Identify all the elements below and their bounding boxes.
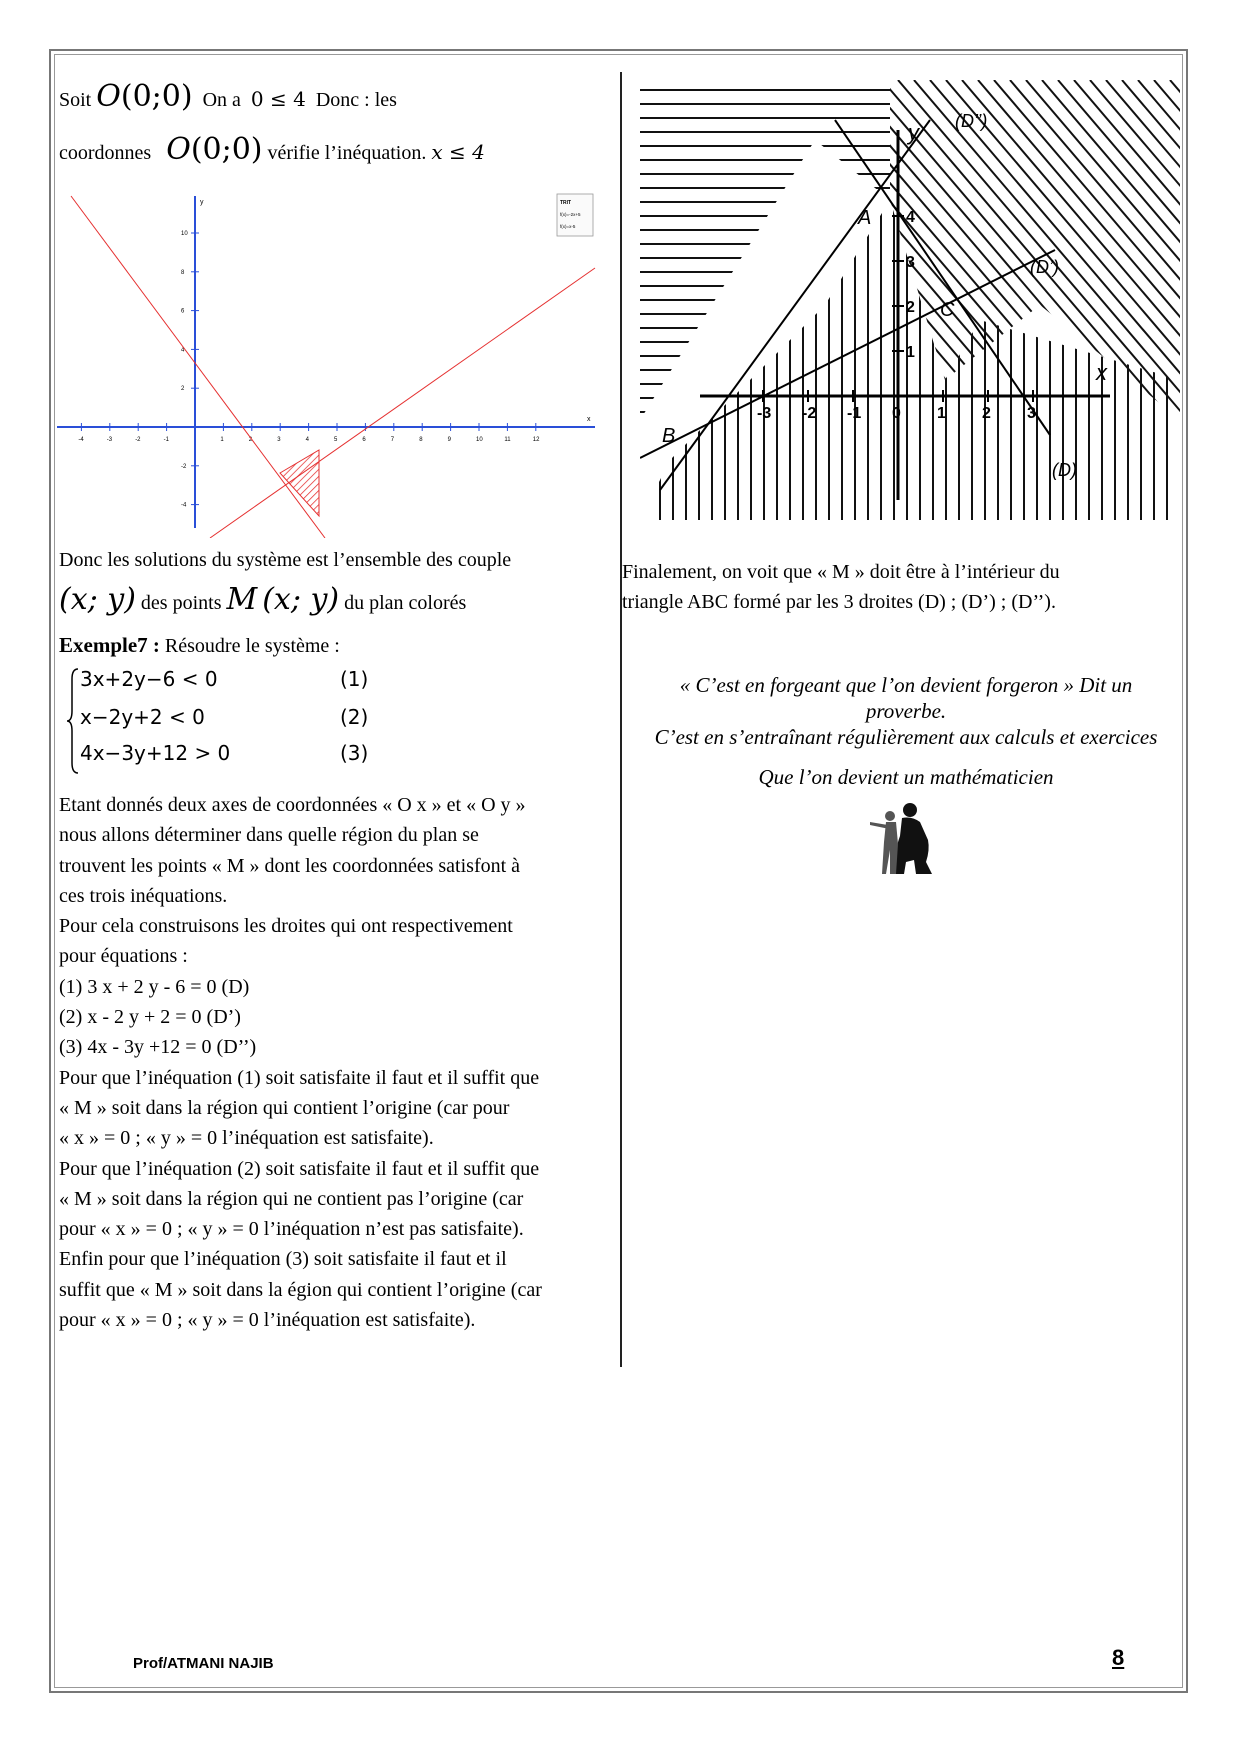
body-line: suffit que « M » soit dans la égion qui contient l’origine (car: [59, 1278, 542, 1301]
body-line: « x » = 0 ; « y » = 0 l’inéquation est satisfaite).: [59, 1127, 434, 1150]
hatch-line: [1010, 80, 1180, 420]
graph2-point-B: B: [662, 425, 676, 447]
body-line: « M » soit dans la région qui ne contient pas l’origine (car: [59, 1187, 524, 1210]
body-text: [59, 790, 619, 1335]
teacher-student-silhouette: [860, 800, 940, 875]
graph1-x-tick-label: 12: [532, 437, 540, 443]
system-brace: [66, 665, 80, 777]
quote-line2: proverbe.: [865, 699, 947, 723]
graph1-x-tick-label: 5: [334, 437, 338, 443]
right-conclusion-line2: triangle ABC formé par les 3 droites (D) ; (D’) ; (D’’).: [622, 591, 1056, 613]
graph1-y-tick-label: 6: [181, 308, 185, 315]
graph2-point-A: A: [858, 207, 872, 229]
graph2-x-tick-label: -2: [802, 405, 817, 422]
graph2-x-label: x: [1096, 360, 1107, 385]
graph1-x-tick-label: 4: [305, 437, 309, 443]
intro-line-1: [59, 79, 397, 115]
body-line: (2) x - 2 y + 2 = 0 (D’): [59, 1006, 241, 1029]
graph1-x-tick-label: 2: [248, 437, 253, 443]
body-line: Etant donnés deux axes de coordonnées « O x » et « O y »: [59, 794, 526, 816]
system-num-1: (1): [340, 667, 369, 691]
body-line: Pour que l’inéquation (2) soit satisfaite il faut et il suffit que: [59, 1157, 540, 1180]
graph1-x-tick-label: 10: [476, 437, 483, 443]
graph2-y-tick-label: 2: [906, 299, 915, 316]
body-line: pour équations :: [59, 945, 188, 968]
intro-line-2: [59, 132, 485, 168]
graph1-solution-region: [280, 450, 319, 516]
graph1-y-tick-label: 10: [181, 231, 188, 237]
graph1-x-tick-label: 3: [277, 437, 281, 443]
conclusion1-xy-2: (x; y): [262, 582, 340, 617]
conclusion1-xy: (x; y): [59, 582, 136, 617]
intro-soit: Soit: [59, 89, 92, 111]
graph2-y-tick-label: 3: [906, 254, 915, 271]
conclusion1-des-points: des points: [140, 592, 222, 614]
body-line: « M » soit dans la région qui contient l’origine (car pour: [59, 1096, 510, 1119]
body-line: trouvent les points « M » dont les coordonnées satisfont à: [59, 854, 521, 877]
graph1-x-tick-label: 9: [447, 437, 451, 443]
intro-verifie: vérifie l’inéquation.: [267, 142, 427, 164]
system-eq-1: 3x+2y−6 < 0: [80, 667, 218, 691]
graph1-line-increasing: [210, 268, 595, 538]
body-line: ces trois inéquations.: [59, 884, 228, 907]
intro-O-coords: (0;0): [120, 79, 193, 114]
body-line: pour « x » = 0 ; « y » = 0 l’inéquation n’est pas satisfaite).: [59, 1218, 524, 1241]
example-heading: [59, 630, 340, 661]
intro-coordonnes: coordonnes: [59, 142, 152, 164]
body-line: (1) 3 x + 2 y - 6 = 0 (D): [59, 975, 250, 998]
graph2-x-tick-label: 0: [892, 405, 901, 422]
graph2-label-D1: (D’): [1030, 257, 1059, 277]
conclusion1-line1: Donc les solutions du système est l’ensemble des couple: [59, 549, 512, 571]
graph1-legend-line2: f(x)=x-5: [560, 224, 576, 229]
footer-page-number: 8: [1112, 1645, 1125, 1670]
graph1-x-tick-label: -1: [163, 437, 169, 443]
example-prompt: Résoudre le système :: [164, 635, 340, 657]
graph1-x-tick-label: 8: [419, 437, 423, 443]
graph1-y-tick-label: 4: [181, 347, 185, 354]
intro-donc: Donc : les: [315, 89, 397, 111]
graph1-y-tick-label: -4: [181, 502, 187, 509]
graph1-x-tick-label: 11: [504, 437, 511, 443]
quote-line3: C’est en s’entraînant régulièrement aux calculs et exercices: [654, 725, 1158, 749]
graph1-x-tick-label: -2: [135, 437, 141, 443]
body-line: Enfin pour que l’inéquation (3) soit satisfaite il faut et il: [59, 1248, 507, 1271]
graph1-y-label: y: [200, 199, 204, 206]
graph1-x-tick-label: 1: [220, 437, 224, 443]
intro-O-coords-2: (0;0): [190, 132, 263, 167]
graph2-y-tick-label: 4: [906, 209, 915, 226]
graph1-legend-line1: f(x)=-2x+5: [560, 212, 581, 217]
body-line: (3) 4x - 3y +12 = 0 (D’’): [59, 1036, 257, 1059]
graph2-label-D: (D): [1052, 460, 1077, 480]
graph2-label-D2: (D’’): [955, 111, 988, 131]
conclusion1-end: du plan colorés: [344, 592, 467, 614]
graph1-x-tick-label: -3: [106, 437, 113, 443]
intro-x-ineq: x ≤ 4: [431, 140, 485, 164]
graph1-x-label: x: [587, 416, 591, 423]
intro-O-symbol-2: O: [166, 132, 191, 167]
body-line: pour « x » = 0 ; « y » = 0 l’inéquation est satisfaite).: [59, 1309, 476, 1332]
graph1-x-tick-label: 6: [362, 437, 366, 443]
intro-inequality: 0 ≤ 4: [250, 87, 306, 111]
graph2-y-label: y: [908, 120, 919, 145]
system-num-2: (2): [340, 705, 369, 729]
body-line: Pour cela construisons les droites qui ont respectivement: [59, 915, 513, 938]
right-conclusion-line1: Finalement, on voit que « M » doit être à l’intérieur du: [622, 561, 1060, 583]
graph-2: [640, 80, 1180, 520]
system-eq-2: x−2y+2 < 0: [80, 705, 205, 729]
conclusion1-line2: [59, 582, 467, 618]
footer-author: Prof/ATMANI NAJIB: [133, 1655, 274, 1672]
graph1-line-decreasing: [71, 196, 325, 538]
graph1-y-tick-label: 2: [181, 386, 185, 393]
graph2-y-tick-label: 1: [906, 344, 915, 361]
graph2-x-tick-label: 3: [1027, 405, 1036, 422]
graph1-legend-title: TRIT: [560, 200, 572, 206]
graph2-x-tick-label: 1: [937, 405, 946, 422]
graph1-x-tick-label: 7: [390, 437, 395, 443]
graph2-point-C: C: [940, 299, 955, 321]
graph1-y-tick-label: -2: [181, 463, 187, 470]
body-line: Pour que l’inéquation (1) soit satisfaite il faut et il suffit que: [59, 1066, 540, 1089]
graph1-y-tick-label: 8: [181, 269, 185, 276]
intro-O-symbol: O: [96, 79, 121, 114]
graph2-x-tick-label: -1: [847, 405, 862, 422]
graph2-line-D2: [660, 120, 930, 490]
graph-1: [55, 188, 600, 538]
system-eq-3: 4x−3y+12 > 0: [80, 741, 231, 765]
system-num-3: (3): [340, 741, 369, 765]
body-line: nous allons déterminer dans quelle région du plan se: [59, 824, 479, 847]
quote-line1: « C’est en forgeant que l’on devient forgeron » Dit un: [679, 673, 1133, 697]
graph2-line-D1: [640, 250, 1055, 458]
graph2-x-tick-label: -3: [757, 405, 772, 422]
example-title: Exemple7 :: [59, 633, 160, 657]
graph2-x-tick-label: 2: [982, 405, 991, 422]
graph1-y-ticks: [181, 231, 199, 509]
quote-line4: Que l’on devient un mathématicien: [758, 765, 1054, 789]
graph1-x-tick-label: -4: [78, 437, 84, 443]
conclusion1-M: M: [226, 582, 258, 617]
intro-ona: On a: [202, 89, 241, 111]
equation-system: [66, 665, 406, 777]
